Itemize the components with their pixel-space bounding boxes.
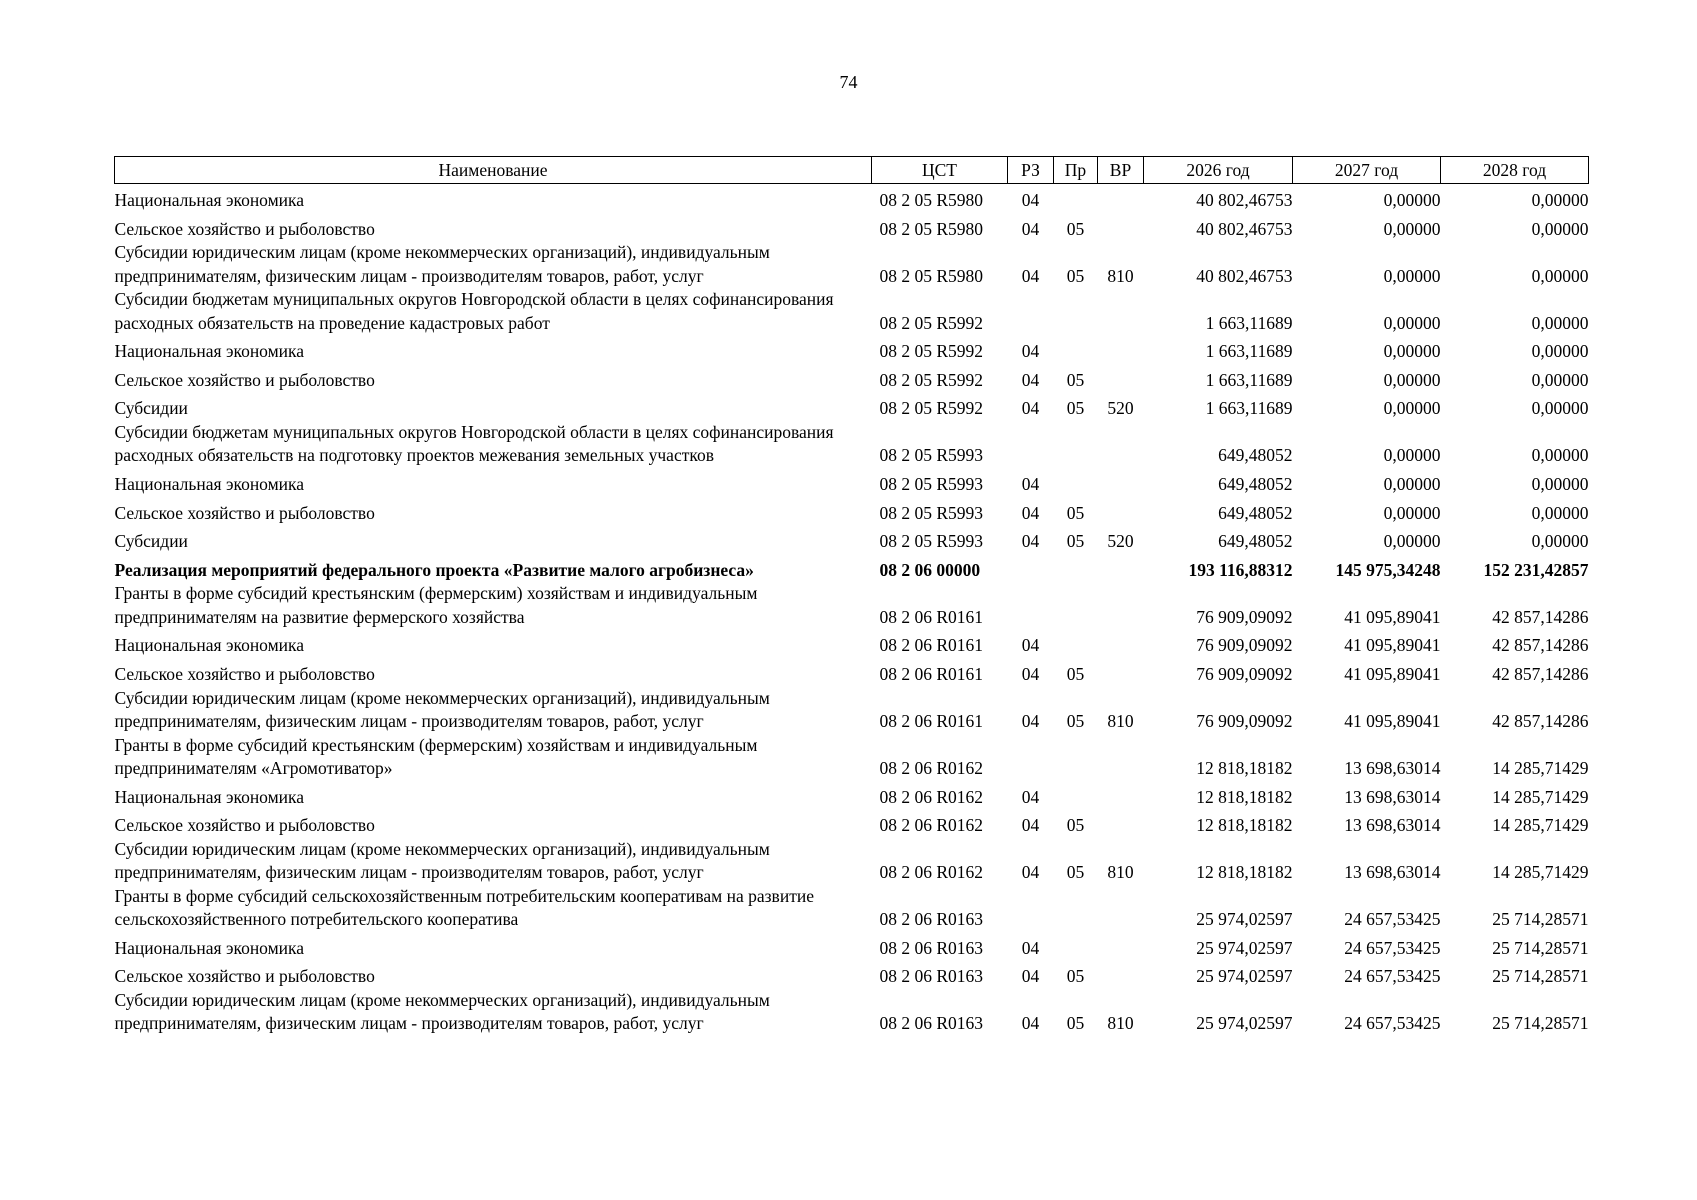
cell-vr — [1098, 885, 1144, 932]
header-vr: ВР — [1098, 157, 1144, 184]
header-name: Наименование — [115, 157, 872, 184]
cell-2028: 25 714,28571 — [1492, 966, 1589, 987]
table-body — [115, 184, 1589, 1036]
cell-cst: 08 2 06 R0162 — [879, 815, 984, 836]
cell-2027: 0,00000 — [1383, 312, 1441, 333]
cell-pr — [1054, 288, 1098, 335]
cell-pr — [1054, 932, 1098, 961]
cell-2028: 14 285,71429 — [1492, 786, 1589, 807]
cell-2026: 76 909,09092 — [1196, 606, 1293, 627]
cell-2026: 649,48052 — [1218, 474, 1293, 495]
cell-name: Гранты в форме субсидий крестьянским (фермерским) хозяйствам и индивидуальным предпринимателям «Агромотиватор» — [114, 734, 758, 779]
cell-pr: 05 — [1066, 218, 1085, 239]
cell-pr: 05 — [1066, 1013, 1085, 1034]
table-row — [115, 288, 1589, 335]
cell-2027: 0,00000 — [1383, 190, 1441, 211]
cell-vr: 810 — [1107, 862, 1134, 883]
cell-pr: 05 — [1066, 531, 1085, 552]
table-row — [115, 213, 1589, 242]
cell-2026: 649,48052 — [1218, 531, 1293, 552]
table-row — [115, 554, 1589, 583]
cell-2027: 41 095,89041 — [1344, 606, 1441, 627]
cell-pr: 05 — [1066, 265, 1085, 286]
cell-vr: 810 — [1107, 711, 1134, 732]
cell-2027: 145 975,34248 — [1335, 559, 1441, 580]
cell-cst: 08 2 05 R5993 — [879, 474, 984, 495]
cell-vr — [1098, 335, 1144, 364]
cell-pr: 05 — [1066, 398, 1085, 419]
cell-2027: 0,00000 — [1383, 341, 1441, 362]
header-rz: РЗ — [1008, 157, 1054, 184]
cell-name: Гранты в форме субсидий сельскохозяйственным потребительским кооперативам на развитие сельскохозяйственного потребительского кооператива — [114, 885, 814, 930]
cell-2028: 152 231,42857 — [1483, 559, 1589, 580]
cell-pr: 05 — [1066, 711, 1085, 732]
cell-cst: 08 2 06 00000 — [879, 559, 981, 580]
cell-2027: 24 657,53425 — [1344, 1013, 1441, 1034]
cell-vr: 810 — [1107, 265, 1134, 286]
cell-name: Субсидии юридическим лицам (кроме некоммерческих организаций), индивидуальным предпринимателям, физическим лицам - производителям товаров, работ, услуг — [114, 242, 770, 286]
table-row — [115, 241, 1589, 288]
cell-2027: 0,00000 — [1383, 218, 1441, 239]
table-row — [115, 392, 1589, 421]
header-pr: Пр — [1054, 157, 1098, 184]
table-header — [115, 157, 1589, 184]
table-row — [115, 734, 1589, 781]
cell-name: Национальная экономика — [114, 937, 305, 958]
cell-2028: 25 714,28571 — [1492, 1013, 1589, 1034]
cell-cst: 08 2 05 R5980 — [879, 265, 984, 286]
cell-2026: 1 663,11689 — [1205, 312, 1293, 333]
cell-pr — [1054, 335, 1098, 364]
cell-2027: 13 698,63014 — [1344, 758, 1441, 779]
cell-2028: 25 714,28571 — [1492, 909, 1589, 930]
cell-2027: 24 657,53425 — [1344, 937, 1441, 958]
cell-vr: 520 — [1107, 398, 1134, 419]
table-row — [115, 687, 1589, 734]
cell-vr — [1098, 213, 1144, 242]
cell-rz: 04 — [1021, 341, 1040, 362]
header-2026: 2026 год — [1144, 157, 1293, 184]
cell-name: Субсидии бюджетам муниципальных округов Новгородской области в целях софинансирования расходных обязательств на проведение кадастровых работ — [114, 289, 834, 333]
cell-rz — [1008, 288, 1054, 335]
cell-cst: 08 2 06 R0163 — [879, 909, 984, 930]
cell-vr — [1098, 288, 1144, 335]
cell-name: Национальная экономика — [114, 786, 305, 807]
cell-rz: 04 — [1021, 815, 1040, 836]
cell-2027: 41 095,89041 — [1344, 664, 1441, 685]
cell-cst: 08 2 06 R0163 — [879, 966, 984, 987]
cell-2027: 41 095,89041 — [1344, 635, 1441, 656]
cell-2026: 76 909,09092 — [1196, 711, 1293, 732]
cell-2028: 0,00000 — [1531, 502, 1589, 523]
cell-2027: 13 698,63014 — [1344, 862, 1441, 883]
cell-2028: 14 285,71429 — [1492, 862, 1589, 883]
cell-2026: 76 909,09092 — [1196, 664, 1293, 685]
cell-vr — [1098, 582, 1144, 629]
cell-cst: 08 2 05 R5992 — [879, 398, 984, 419]
cell-name: Сельское хозяйство и рыболовство — [114, 966, 375, 987]
cell-vr — [1098, 781, 1144, 810]
cell-2028: 0,00000 — [1531, 312, 1589, 333]
cell-cst: 08 2 06 R0162 — [879, 786, 984, 807]
cell-rz: 04 — [1021, 664, 1040, 685]
cell-pr — [1054, 582, 1098, 629]
page-number: 74 — [839, 72, 858, 92]
cell-2026: 649,48052 — [1218, 445, 1293, 466]
cell-name: Субсидии бюджетам муниципальных округов Новгородской области в целях софинансирования расходных обязательств на подготовку проектов межевания земельных участков — [114, 421, 834, 466]
cell-2027: 0,00000 — [1383, 265, 1441, 286]
cell-2027: 24 657,53425 — [1344, 909, 1441, 930]
cell-name: Сельское хозяйство и рыболовство — [114, 369, 375, 390]
table-row — [115, 989, 1589, 1036]
cell-2028: 0,00000 — [1531, 398, 1589, 419]
table-row — [115, 468, 1589, 497]
cell-2028: 0,00000 — [1531, 369, 1589, 390]
cell-cst: 08 2 06 R0162 — [879, 862, 984, 883]
cell-2027: 13 698,63014 — [1344, 786, 1441, 807]
cell-2027: 0,00000 — [1383, 369, 1441, 390]
cell-name: Реализация мероприятий федерального проекта «Развитие малого агробизнеса» — [114, 559, 754, 580]
cell-name: Сельское хозяйство и рыболовство — [114, 218, 375, 239]
cell-2026: 25 974,02597 — [1196, 966, 1293, 987]
cell-name: Субсидии юридическим лицам (кроме некоммерческих организаций), индивидуальным предпринимателям, физическим лицам - производителям товаров, работ, услуг — [114, 687, 770, 732]
cell-2026: 1 663,11689 — [1205, 398, 1293, 419]
cell-cst: 08 2 05 R5993 — [879, 531, 984, 552]
table-row — [115, 960, 1589, 989]
cell-2027: 13 698,63014 — [1344, 815, 1441, 836]
table-row — [115, 184, 1589, 213]
cell-2026: 12 818,18182 — [1196, 815, 1293, 836]
cell-2026: 649,48052 — [1218, 502, 1293, 523]
cell-rz: 04 — [1021, 862, 1040, 883]
cell-pr — [1054, 184, 1098, 213]
cell-vr — [1098, 629, 1144, 658]
cell-vr: 810 — [1107, 1013, 1134, 1034]
cell-rz: 04 — [1021, 265, 1040, 286]
cell-rz: 04 — [1021, 1013, 1040, 1034]
cell-2028: 0,00000 — [1531, 218, 1589, 239]
cell-pr: 05 — [1066, 862, 1085, 883]
cell-vr — [1098, 932, 1144, 961]
cell-cst: 08 2 05 R5993 — [879, 502, 984, 523]
cell-2026: 12 818,18182 — [1196, 862, 1293, 883]
cell-cst: 08 2 06 R0161 — [879, 711, 984, 732]
cell-name: Субсидии юридическим лицам (кроме некоммерческих организаций), индивидуальным предпринимателям, физическим лицам - производителям товаров, работ, услуг — [114, 838, 770, 883]
cell-rz — [1008, 734, 1054, 781]
cell-2026: 1 663,11689 — [1205, 369, 1293, 390]
cell-vr: 520 — [1107, 531, 1134, 552]
cell-2028: 0,00000 — [1531, 190, 1589, 211]
cell-rz: 04 — [1021, 711, 1040, 732]
cell-name: Гранты в форме субсидий крестьянским (фермерским) хозяйствам и индивидуальным предпринимателям на развитие фермерского хозяйства — [114, 583, 758, 627]
cell-rz: 04 — [1021, 635, 1040, 656]
cell-vr — [1098, 497, 1144, 526]
cell-name: Национальная экономика — [114, 474, 305, 495]
cell-name: Субсидии — [114, 531, 188, 552]
cell-pr — [1054, 629, 1098, 658]
cell-2026: 25 974,02597 — [1196, 937, 1293, 958]
cell-pr: 05 — [1066, 966, 1085, 987]
cell-2026: 25 974,02597 — [1196, 1013, 1293, 1034]
cell-pr: 05 — [1066, 815, 1085, 836]
cell-cst: 08 2 05 R5992 — [879, 341, 984, 362]
table-row — [115, 838, 1589, 885]
cell-2028: 0,00000 — [1531, 445, 1589, 466]
cell-rz: 04 — [1021, 398, 1040, 419]
cell-name: Национальная экономика — [114, 190, 305, 211]
cell-pr — [1054, 554, 1098, 583]
cell-vr — [1098, 364, 1144, 393]
cell-2028: 42 857,14286 — [1492, 664, 1589, 685]
cell-rz: 04 — [1021, 190, 1040, 211]
cell-name: Субсидии — [114, 398, 188, 419]
table-row — [115, 421, 1589, 468]
cell-rz: 04 — [1021, 218, 1040, 239]
cell-2028: 42 857,14286 — [1492, 606, 1589, 627]
cell-2027: 0,00000 — [1383, 398, 1441, 419]
cell-vr — [1098, 468, 1144, 497]
cell-vr — [1098, 960, 1144, 989]
cell-2026: 40 802,46753 — [1196, 265, 1293, 286]
cell-pr: 05 — [1066, 664, 1085, 685]
cell-cst: 08 2 06 R0161 — [879, 606, 984, 627]
budget-table — [114, 156, 1589, 1036]
cell-rz — [1008, 582, 1054, 629]
cell-2026: 76 909,09092 — [1196, 635, 1293, 656]
table-row — [115, 781, 1589, 810]
header-2027: 2027 год — [1293, 157, 1441, 184]
table-row — [115, 582, 1589, 629]
cell-rz: 04 — [1021, 474, 1040, 495]
cell-name: Сельское хозяйство и рыболовство — [114, 502, 375, 523]
cell-cst: 08 2 06 R0161 — [879, 664, 984, 685]
cell-pr: 05 — [1066, 502, 1085, 523]
cell-cst: 08 2 06 R0161 — [879, 635, 984, 656]
cell-name: Национальная экономика — [114, 341, 305, 362]
table-row — [115, 932, 1589, 961]
header-2028: 2028 год — [1441, 157, 1589, 184]
cell-cst: 08 2 05 R5992 — [879, 312, 984, 333]
cell-vr — [1098, 421, 1144, 468]
cell-2027: 0,00000 — [1383, 445, 1441, 466]
cell-vr — [1098, 658, 1144, 687]
cell-rz: 04 — [1021, 531, 1040, 552]
cell-2026: 40 802,46753 — [1196, 218, 1293, 239]
table-row — [115, 335, 1589, 364]
cell-name: Сельское хозяйство и рыболовство — [114, 815, 375, 836]
cell-cst: 08 2 05 R5993 — [879, 445, 984, 466]
cell-rz: 04 — [1021, 966, 1040, 987]
cell-rz: 04 — [1021, 369, 1040, 390]
cell-rz: 04 — [1021, 502, 1040, 523]
table-row — [115, 525, 1589, 554]
cell-cst: 08 2 06 R0162 — [879, 758, 984, 779]
cell-2026: 1 663,11689 — [1205, 341, 1293, 362]
cell-2026: 193 116,88312 — [1188, 559, 1293, 580]
cell-name: Национальная экономика — [114, 635, 305, 656]
cell-2028: 42 857,14286 — [1492, 711, 1589, 732]
cell-rz — [1008, 554, 1054, 583]
cell-2027: 24 657,53425 — [1344, 966, 1441, 987]
cell-2028: 14 285,71429 — [1492, 815, 1589, 836]
cell-cst: 08 2 06 R0163 — [879, 937, 984, 958]
cell-2027: 0,00000 — [1383, 531, 1441, 552]
cell-2027: 0,00000 — [1383, 502, 1441, 523]
cell-pr — [1054, 781, 1098, 810]
cell-2027: 0,00000 — [1383, 474, 1441, 495]
cell-2026: 12 818,18182 — [1196, 758, 1293, 779]
table-row — [115, 885, 1589, 932]
cell-rz: 04 — [1021, 937, 1040, 958]
cell-name: Субсидии юридическим лицам (кроме некоммерческих организаций), индивидуальным предпринимателям, физическим лицам - производителям товаров, работ, услуг — [114, 989, 770, 1034]
cell-cst: 08 2 05 R5980 — [879, 218, 984, 239]
cell-cst: 08 2 06 R0163 — [879, 1013, 984, 1034]
table-row — [115, 658, 1589, 687]
cell-pr — [1054, 885, 1098, 932]
table-row — [115, 497, 1589, 526]
cell-cst: 08 2 05 R5992 — [879, 369, 984, 390]
cell-2028: 0,00000 — [1531, 341, 1589, 362]
cell-2027: 41 095,89041 — [1344, 711, 1441, 732]
cell-vr — [1098, 734, 1144, 781]
cell-vr — [1098, 554, 1144, 583]
cell-2026: 40 802,46753 — [1196, 190, 1293, 211]
header-row — [115, 157, 1589, 184]
table-row — [115, 629, 1589, 658]
table-row — [115, 809, 1589, 838]
cell-pr — [1054, 421, 1098, 468]
cell-rz — [1008, 421, 1054, 468]
cell-2028: 42 857,14286 — [1492, 635, 1589, 656]
cell-2028: 25 714,28571 — [1492, 937, 1589, 958]
cell-rz: 04 — [1021, 786, 1040, 807]
cell-2028: 0,00000 — [1531, 531, 1589, 552]
cell-rz — [1008, 885, 1054, 932]
cell-vr — [1098, 809, 1144, 838]
cell-2026: 25 974,02597 — [1196, 909, 1293, 930]
header-cst: ЦСТ — [872, 157, 1008, 184]
cell-name: Сельское хозяйство и рыболовство — [114, 664, 375, 685]
cell-2028: 0,00000 — [1531, 265, 1589, 286]
cell-2028: 14 285,71429 — [1492, 758, 1589, 779]
cell-cst: 08 2 05 R5980 — [879, 190, 984, 211]
cell-2026: 12 818,18182 — [1196, 786, 1293, 807]
table-row — [115, 364, 1589, 393]
cell-2028: 0,00000 — [1531, 474, 1589, 495]
cell-pr: 05 — [1066, 369, 1085, 390]
cell-pr — [1054, 734, 1098, 781]
cell-pr — [1054, 468, 1098, 497]
cell-vr — [1098, 184, 1144, 213]
